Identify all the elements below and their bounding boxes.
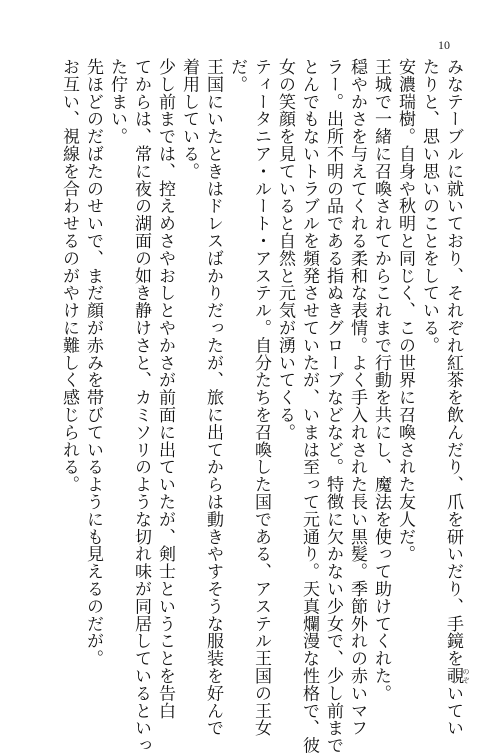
- text-line: だ。: [227, 58, 247, 93]
- ruby-base: 覗: [443, 667, 463, 685]
- text-line: とんでもないトラブルを頻発させていたが、いまは至って元通り。天真爛漫な性格で、彼: [299, 58, 319, 754]
- text-line-first-suffix: いてい: [443, 684, 463, 737]
- text-line: 先ほどのだばたのせいで、まだ顔が赤みを帯びているようにも見えるのだが。: [83, 58, 103, 667]
- text-line: てからは、常に夜の湖面の如き静けさと、カミソリのような切れ味が同居しているといっ: [131, 58, 151, 754]
- text-line: お互い、視線を合わせるのがやけに難しく感じられる。: [59, 58, 79, 493]
- text-line: 着用している。: [179, 58, 199, 180]
- page-number: 10: [438, 38, 450, 52]
- text-line: 少し前までは、控えめさやおしとやかさが前面に出ていたが、剣士ということを告白: [155, 58, 175, 720]
- text-line: 王城で一緒に召喚されてからこれまで行動を共にし、魔法を使って助けてくれた。: [371, 58, 391, 702]
- text-line: ティータニア・ルート・アステル。自分たちを召喚した国である、アステル王国の王女: [251, 58, 271, 737]
- text-line: た佇まい。: [107, 58, 127, 145]
- text-line: 穏やかさを与えてくれる柔和な表情。よく手入れされた長い黒髪。季節外れの赤いマフ: [347, 58, 367, 737]
- text-line: 安濃瑞樹。自身や秋明と同じく、この世界に召喚された友人だ。: [395, 58, 415, 563]
- text-line: たりと、思い思いのことをしている。: [419, 58, 439, 354]
- ruby-text: のぞ: [462, 667, 470, 685]
- text-line: ラー。出所不明の品である指ぬきグローブなどなど。特徴に欠かない少女で、少し前まで: [323, 58, 343, 754]
- text-line: 王国にいたときはドレスばかりだったが、旅に出てからは動きやすそうな服装を好んで: [203, 58, 223, 737]
- text-line: 女の笑顔を見ていると自然と元気が湧いてくる。: [275, 58, 295, 441]
- ruby-nozo: [443, 667, 470, 685]
- text-line-first-prefix: みなテーブルに就いており、それぞれ紅茶を飲んだり、爪を研いだり、手鏡を: [443, 58, 463, 667]
- text-line-first: [441, 58, 470, 737]
- body-text: [59, 58, 470, 754]
